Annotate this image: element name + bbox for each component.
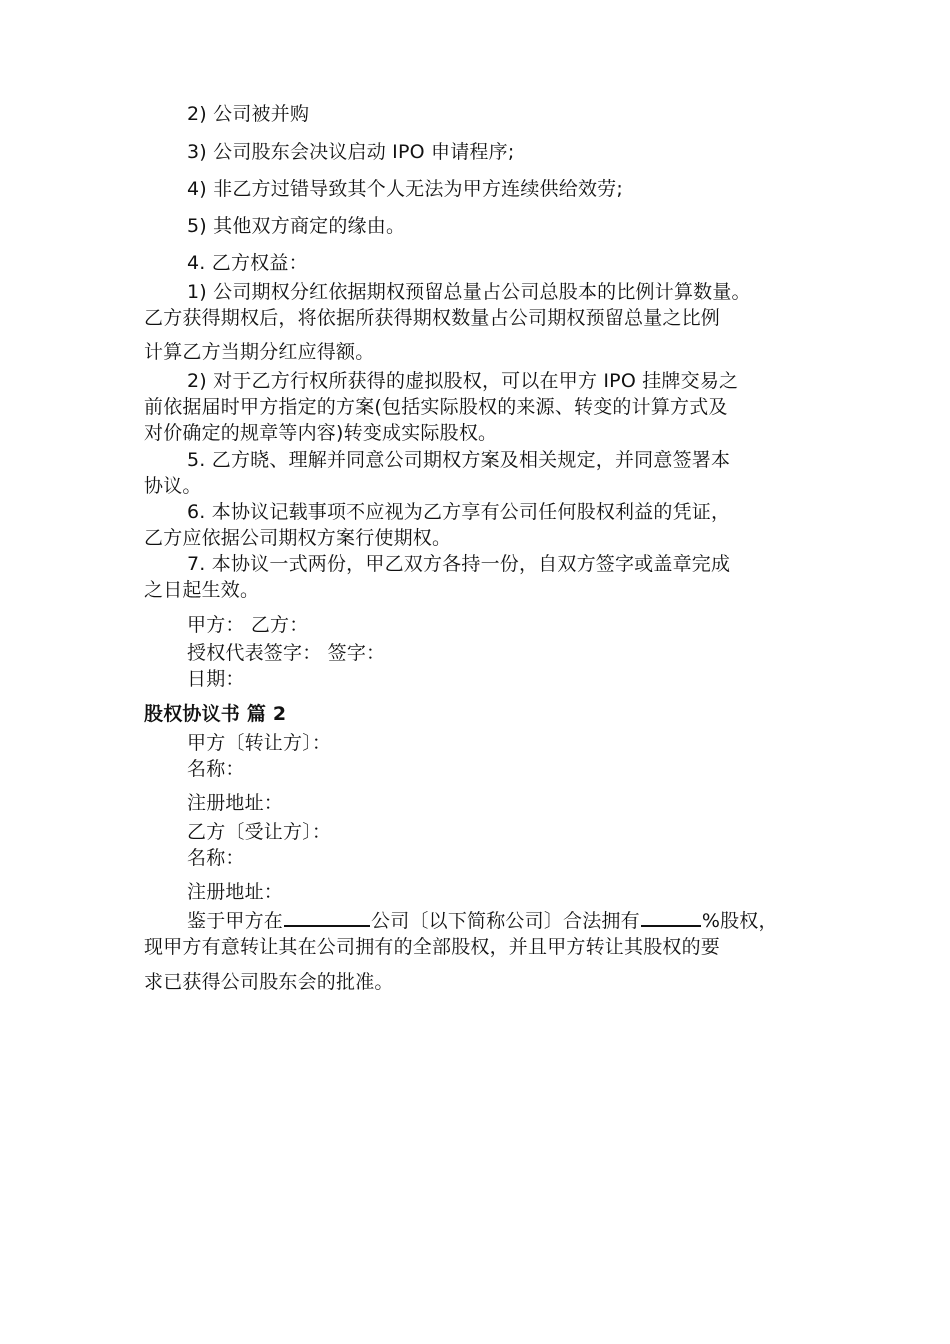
signature-date: 日期： <box>187 668 245 690</box>
list-item: 3) 公司股东会决议启动 IPO 申请程序; <box>187 141 515 163</box>
clause-5-line: 协议。 <box>144 475 202 497</box>
signature-parties: 甲方： 乙方： <box>187 614 309 636</box>
recital-text: 鉴于甲方在 <box>187 910 284 932</box>
section-heading: 股权协议书 篇 2 <box>144 703 287 725</box>
clause-7-line: 之日起生效。 <box>144 579 260 601</box>
list-item: 4) 非乙方过错导致其个人无法为甲方连续供给效劳; <box>187 178 623 200</box>
party-b-name: 名称： <box>187 847 245 869</box>
rights-1-line: 乙方获得期权后，将依据所获得期权数量占公司期权预留总量之比例 <box>144 307 721 329</box>
rights-1-line: 1) 公司期权分红依据期权预留总量占公司总股本的比例计算数量。 <box>187 281 751 303</box>
clause-7-line: 7. 本协议一式两份，甲乙双方各持一份，自双方签字或盖章完成 <box>187 553 731 575</box>
blank-company-name <box>284 924 370 927</box>
list-item: 5) 其他双方商定的缘由。 <box>187 215 406 237</box>
recital-line: 现甲方有意转让其在公司拥有的全部股权，并且甲方转让其股权的要 <box>144 936 721 958</box>
signature-representative: 授权代表签字： 签字： <box>187 642 386 664</box>
clause-6-line: 6. 本协议记载事项不应视为乙方享有公司任何股权利益的凭证， <box>187 501 731 523</box>
recital-line: 求已获得公司股东会的批准。 <box>144 971 394 993</box>
rights-2-line: 对价确定的规章等内容)转变成实际股权。 <box>144 422 498 444</box>
rights-2-line: 前依据届时甲方指定的方案(包括实际股权的来源、转变的计算方式及 <box>144 396 728 418</box>
recital-line <box>187 908 778 934</box>
party-b-address: 注册地址： <box>187 881 284 903</box>
party-a-label: 甲方〔转让方〕： <box>187 732 332 754</box>
rights-1-line: 计算乙方当期分红应得额。 <box>144 341 375 363</box>
clause-6-line: 乙方应依据公司期权方案行使期权。 <box>144 527 452 549</box>
blank-share-percent <box>641 924 701 927</box>
list-item: 2) 公司被并购 <box>187 103 310 125</box>
rights-2-line: 2) 对于乙方行权所获得的虚拟股权，可以在甲方 IPO 挂牌交易之 <box>187 370 739 392</box>
recital-text: %股权， <box>701 910 778 932</box>
rights-title: 4. 乙方权益： <box>187 252 308 274</box>
recital-text: 公司〔以下简称公司〕合法拥有 <box>371 910 640 932</box>
party-b-label: 乙方〔受让方〕： <box>187 821 332 843</box>
clause-5-line: 5. 乙方晓、理解并同意公司期权方案及相关规定，并同意签署本 <box>187 449 731 471</box>
party-a-address: 注册地址： <box>187 792 284 814</box>
party-a-name: 名称： <box>187 758 245 780</box>
